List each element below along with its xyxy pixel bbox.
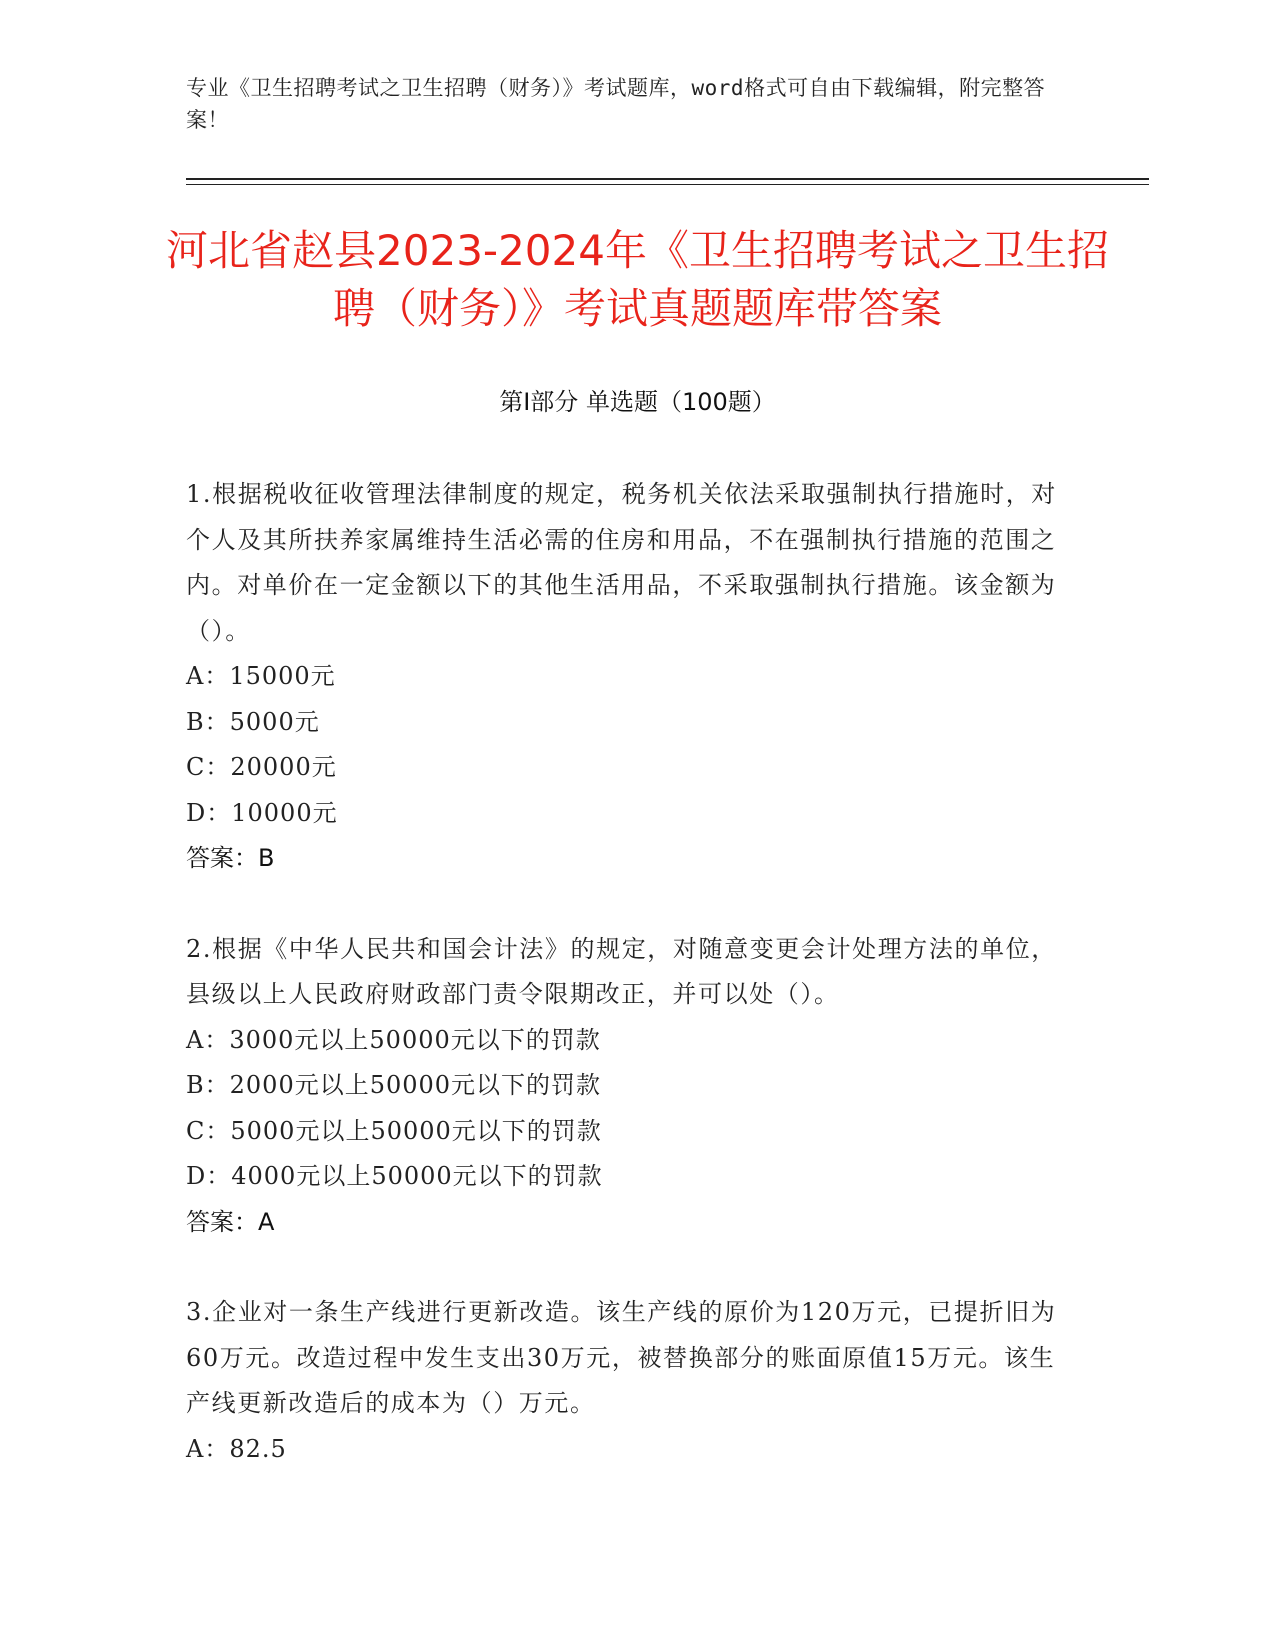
option-d: D：4000元以上50000元以下的罚款 bbox=[186, 1162, 603, 1190]
document-title: 河北省赵县2023-2024年《卫生招聘考试之卫生招聘（财务）》考试真题题库带答案 bbox=[166, 226, 1109, 333]
answer-line: 答案：A bbox=[186, 1207, 275, 1236]
option-b: B：5000元 bbox=[186, 707, 320, 736]
option-c: C：20000元 bbox=[186, 753, 337, 781]
option-d: D：10000元 bbox=[186, 798, 338, 827]
question-1 bbox=[186, 472, 1066, 882]
header-note: 专业《卫生招聘考试之卫生招聘（财务）》考试题库，word格式可自由下载编辑，附完整答案！ bbox=[186, 76, 1046, 132]
option-a: A：82.5 bbox=[186, 1434, 287, 1463]
question-text: 1.根据税收征收管理法律制度的规定，税务机关依法采取强制执行措施时，对个人及其所扶养家属维持生活必需的住房和用品，不在强制执行措施的范围之内。对单价在一定金额以下的其他生活用品，不采取强制执行措施。该金额为（）。 bbox=[186, 480, 1057, 645]
option-a: A：3000元以上50000元以下的罚款 bbox=[186, 1025, 601, 1054]
option-b: B：2000元以上50000元以下的罚款 bbox=[186, 1071, 602, 1099]
header-divider-thick bbox=[186, 178, 1149, 180]
question-text: 3.企业对一条生产线进行更新改造。该生产线的原价为120万元，已提折旧为60万元。改造过程中发生支出30万元，被替换部分的账面原值15万元。该生产线更新改造后的成本为（）万元。 bbox=[186, 1298, 1057, 1417]
question-list bbox=[186, 472, 1066, 1517]
answer-line: 答案：B bbox=[186, 844, 275, 872]
option-a: A：15000元 bbox=[186, 662, 336, 690]
question-2 bbox=[186, 927, 1066, 1246]
section-title: 第Ⅰ部分 单选题（100题） bbox=[499, 388, 776, 416]
option-c: C：5000元以上50000元以下的罚款 bbox=[186, 1116, 602, 1145]
question-text: 2.根据《中华人民共和国会计法》的规定，对随意变更会计处理方法的单位，县级以上人民政府财政部门责令限期改正，并可以处（）。 bbox=[186, 934, 1057, 1008]
question-3 bbox=[186, 1290, 1066, 1472]
header-divider-thin bbox=[186, 184, 1149, 185]
